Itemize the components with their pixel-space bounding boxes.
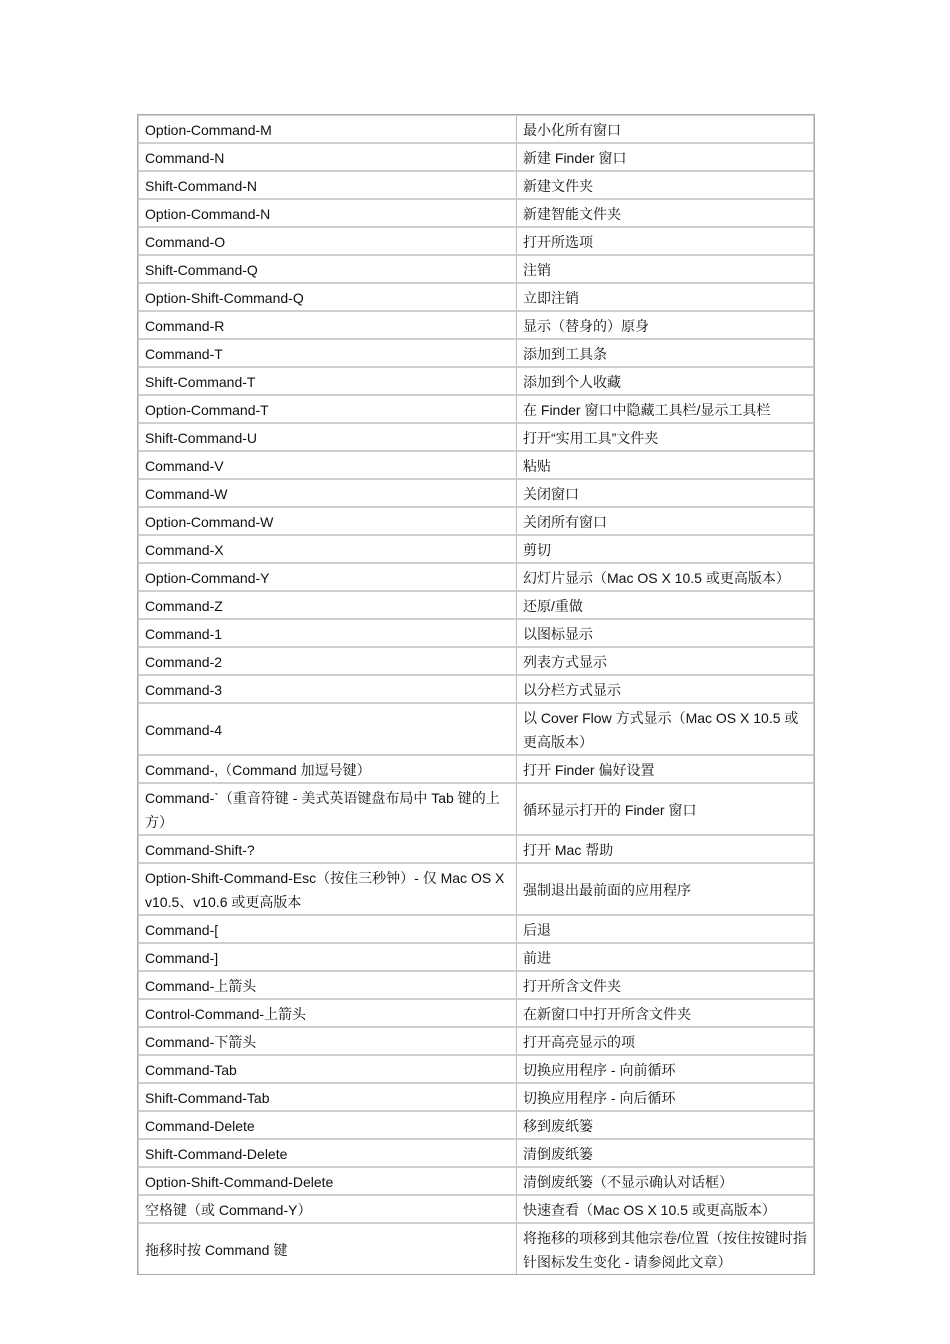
shortcut-description-cell: 前进	[517, 942, 814, 970]
table-row	[138, 618, 814, 646]
shortcut-description-cell: 清倒废纸篓（不显示确认对话框）	[517, 1166, 814, 1194]
shortcut-key-cell: Command-Z	[138, 590, 517, 618]
table-row	[138, 862, 814, 914]
shortcut-description-cell: 添加到个人收藏	[517, 366, 814, 394]
table-row	[138, 422, 814, 450]
table-row	[138, 1082, 814, 1110]
shortcut-description-cell: 后退	[517, 914, 814, 942]
shortcut-key-cell: Command-]	[138, 942, 517, 970]
table-row	[138, 702, 814, 754]
table-row	[138, 590, 814, 618]
table-row	[138, 562, 814, 590]
shortcut-key-cell: Command-Delete	[138, 1110, 517, 1138]
shortcut-key-cell: Shift-Command-T	[138, 366, 517, 394]
shortcut-description-cell: 幻灯片显示（Mac OS X 10.5 或更高版本）	[517, 562, 814, 590]
shortcut-description-cell: 打开高亮显示的项	[517, 1026, 814, 1054]
shortcut-key-cell: Command-3	[138, 674, 517, 702]
shortcut-key-cell: Command-O	[138, 226, 517, 254]
shortcut-key-cell: Option-Command-N	[138, 198, 517, 226]
table-row	[138, 450, 814, 478]
shortcut-description-cell: 打开所含文件夹	[517, 970, 814, 998]
shortcut-description-cell: 还原/重做	[517, 590, 814, 618]
shortcut-key-cell: Shift-Command-N	[138, 170, 517, 198]
shortcut-description-cell: 打开“实用工具”文件夹	[517, 422, 814, 450]
shortcut-key-cell: Option-Command-M	[138, 115, 517, 142]
table-row	[138, 254, 814, 282]
table-row	[138, 506, 814, 534]
shortcut-key-cell: Command-T	[138, 338, 517, 366]
table-row	[138, 1110, 814, 1138]
shortcut-key-cell: Shift-Command-Tab	[138, 1082, 517, 1110]
shortcut-description-cell: 循环显示打开的 Finder 窗口	[517, 782, 814, 834]
table-row	[138, 282, 814, 310]
shortcut-description-cell: 在 Finder 窗口中隐藏工具栏/显示工具栏	[517, 394, 814, 422]
table-row	[138, 226, 814, 254]
shortcut-key-cell: Command-Shift-?	[138, 834, 517, 862]
shortcut-description-cell: 切换应用程序 - 向后循环	[517, 1082, 814, 1110]
shortcut-description-cell: 切换应用程序 - 向前循环	[517, 1054, 814, 1082]
shortcut-description-cell: 注销	[517, 254, 814, 282]
shortcut-key-cell: Command-X	[138, 534, 517, 562]
table-row	[138, 310, 814, 338]
shortcut-key-cell: 拖移时按 Command 键	[138, 1222, 517, 1274]
shortcut-description-cell: 关闭窗口	[517, 478, 814, 506]
table-row	[138, 1194, 814, 1222]
shortcut-description-cell: 将拖移的项移到其他宗卷/位置（按住按键时指针图标发生变化 - 请参阅此文章）	[517, 1222, 814, 1274]
shortcut-description-cell: 新建 Finder 窗口	[517, 142, 814, 170]
table-row	[138, 1166, 814, 1194]
shortcut-key-cell: Shift-Command-U	[138, 422, 517, 450]
shortcut-description-cell: 打开 Finder 偏好设置	[517, 754, 814, 782]
shortcut-key-cell: Command-上箭头	[138, 970, 517, 998]
shortcut-key-cell: Option-Shift-Command-Q	[138, 282, 517, 310]
shortcut-key-cell: Command-1	[138, 618, 517, 646]
table-row	[138, 1222, 814, 1274]
shortcut-key-cell: Command-下箭头	[138, 1026, 517, 1054]
shortcut-key-cell: Command-[	[138, 914, 517, 942]
shortcut-key-cell: Shift-Command-Delete	[138, 1138, 517, 1166]
shortcut-table-body	[138, 115, 814, 1274]
shortcut-key-cell: Command-4	[138, 702, 517, 754]
shortcut-key-cell: Command-N	[138, 142, 517, 170]
table-row	[138, 646, 814, 674]
shortcut-table	[137, 114, 815, 1275]
table-row	[138, 534, 814, 562]
shortcut-description-cell: 强制退出最前面的应用程序	[517, 862, 814, 914]
shortcut-description-cell: 列表方式显示	[517, 646, 814, 674]
shortcut-key-cell: Option-Command-Y	[138, 562, 517, 590]
shortcut-description-cell: 粘贴	[517, 450, 814, 478]
shortcut-key-cell: Option-Shift-Command-Esc（按住三秒钟）- 仅 Mac OS X v10.5、v10.6 或更高版本	[138, 862, 517, 914]
table-row	[138, 1054, 814, 1082]
shortcut-key-cell: Option-Command-W	[138, 506, 517, 534]
shortcut-description-cell: 新建智能文件夹	[517, 198, 814, 226]
table-row	[138, 1026, 814, 1054]
table-row	[138, 674, 814, 702]
table-row	[138, 338, 814, 366]
table-row	[138, 394, 814, 422]
shortcut-description-cell: 最小化所有窗口	[517, 115, 814, 142]
table-row	[138, 834, 814, 862]
shortcut-key-cell: Command-V	[138, 450, 517, 478]
table-row	[138, 198, 814, 226]
shortcut-key-cell: Option-Shift-Command-Delete	[138, 1166, 517, 1194]
table-row	[138, 782, 814, 834]
shortcut-key-cell: Command-,（Command 加逗号键）	[138, 754, 517, 782]
table-row	[138, 170, 814, 198]
shortcut-description-cell: 添加到工具条	[517, 338, 814, 366]
shortcut-description-cell: 以 Cover Flow 方式显示（Mac OS X 10.5 或更高版本）	[517, 702, 814, 754]
table-row	[138, 942, 814, 970]
table-row	[138, 998, 814, 1026]
table-row	[138, 478, 814, 506]
shortcut-description-cell: 以图标显示	[517, 618, 814, 646]
shortcut-description-cell: 清倒废纸篓	[517, 1138, 814, 1166]
table-row	[138, 754, 814, 782]
shortcut-key-cell: Command-`（重音符键 - 美式英语键盘布局中 Tab 键的上方）	[138, 782, 517, 834]
shortcut-key-cell: Command-2	[138, 646, 517, 674]
table-row	[138, 115, 814, 142]
shortcut-key-cell: Control-Command-上箭头	[138, 998, 517, 1026]
shortcut-description-cell: 新建文件夹	[517, 170, 814, 198]
shortcut-key-cell: Shift-Command-Q	[138, 254, 517, 282]
shortcut-key-cell: Command-W	[138, 478, 517, 506]
shortcut-description-cell: 快速查看（Mac OS X 10.5 或更高版本）	[517, 1194, 814, 1222]
table-row	[138, 142, 814, 170]
table-row	[138, 914, 814, 942]
shortcut-key-cell: Option-Command-T	[138, 394, 517, 422]
table-row	[138, 970, 814, 998]
shortcut-description-cell: 在新窗口中打开所含文件夹	[517, 998, 814, 1026]
table-row	[138, 366, 814, 394]
shortcut-description-cell: 剪切	[517, 534, 814, 562]
shortcut-description-cell: 关闭所有窗口	[517, 506, 814, 534]
shortcut-description-cell: 以分栏方式显示	[517, 674, 814, 702]
shortcut-description-cell: 打开 Mac 帮助	[517, 834, 814, 862]
shortcut-description-cell: 移到废纸篓	[517, 1110, 814, 1138]
shortcut-key-cell: Command-R	[138, 310, 517, 338]
table-row	[138, 1138, 814, 1166]
shortcut-description-cell: 立即注销	[517, 282, 814, 310]
shortcut-key-cell: Command-Tab	[138, 1054, 517, 1082]
shortcut-description-cell: 显示（替身的）原身	[517, 310, 814, 338]
shortcut-key-cell: 空格键（或 Command-Y）	[138, 1194, 517, 1222]
shortcut-description-cell: 打开所选项	[517, 226, 814, 254]
